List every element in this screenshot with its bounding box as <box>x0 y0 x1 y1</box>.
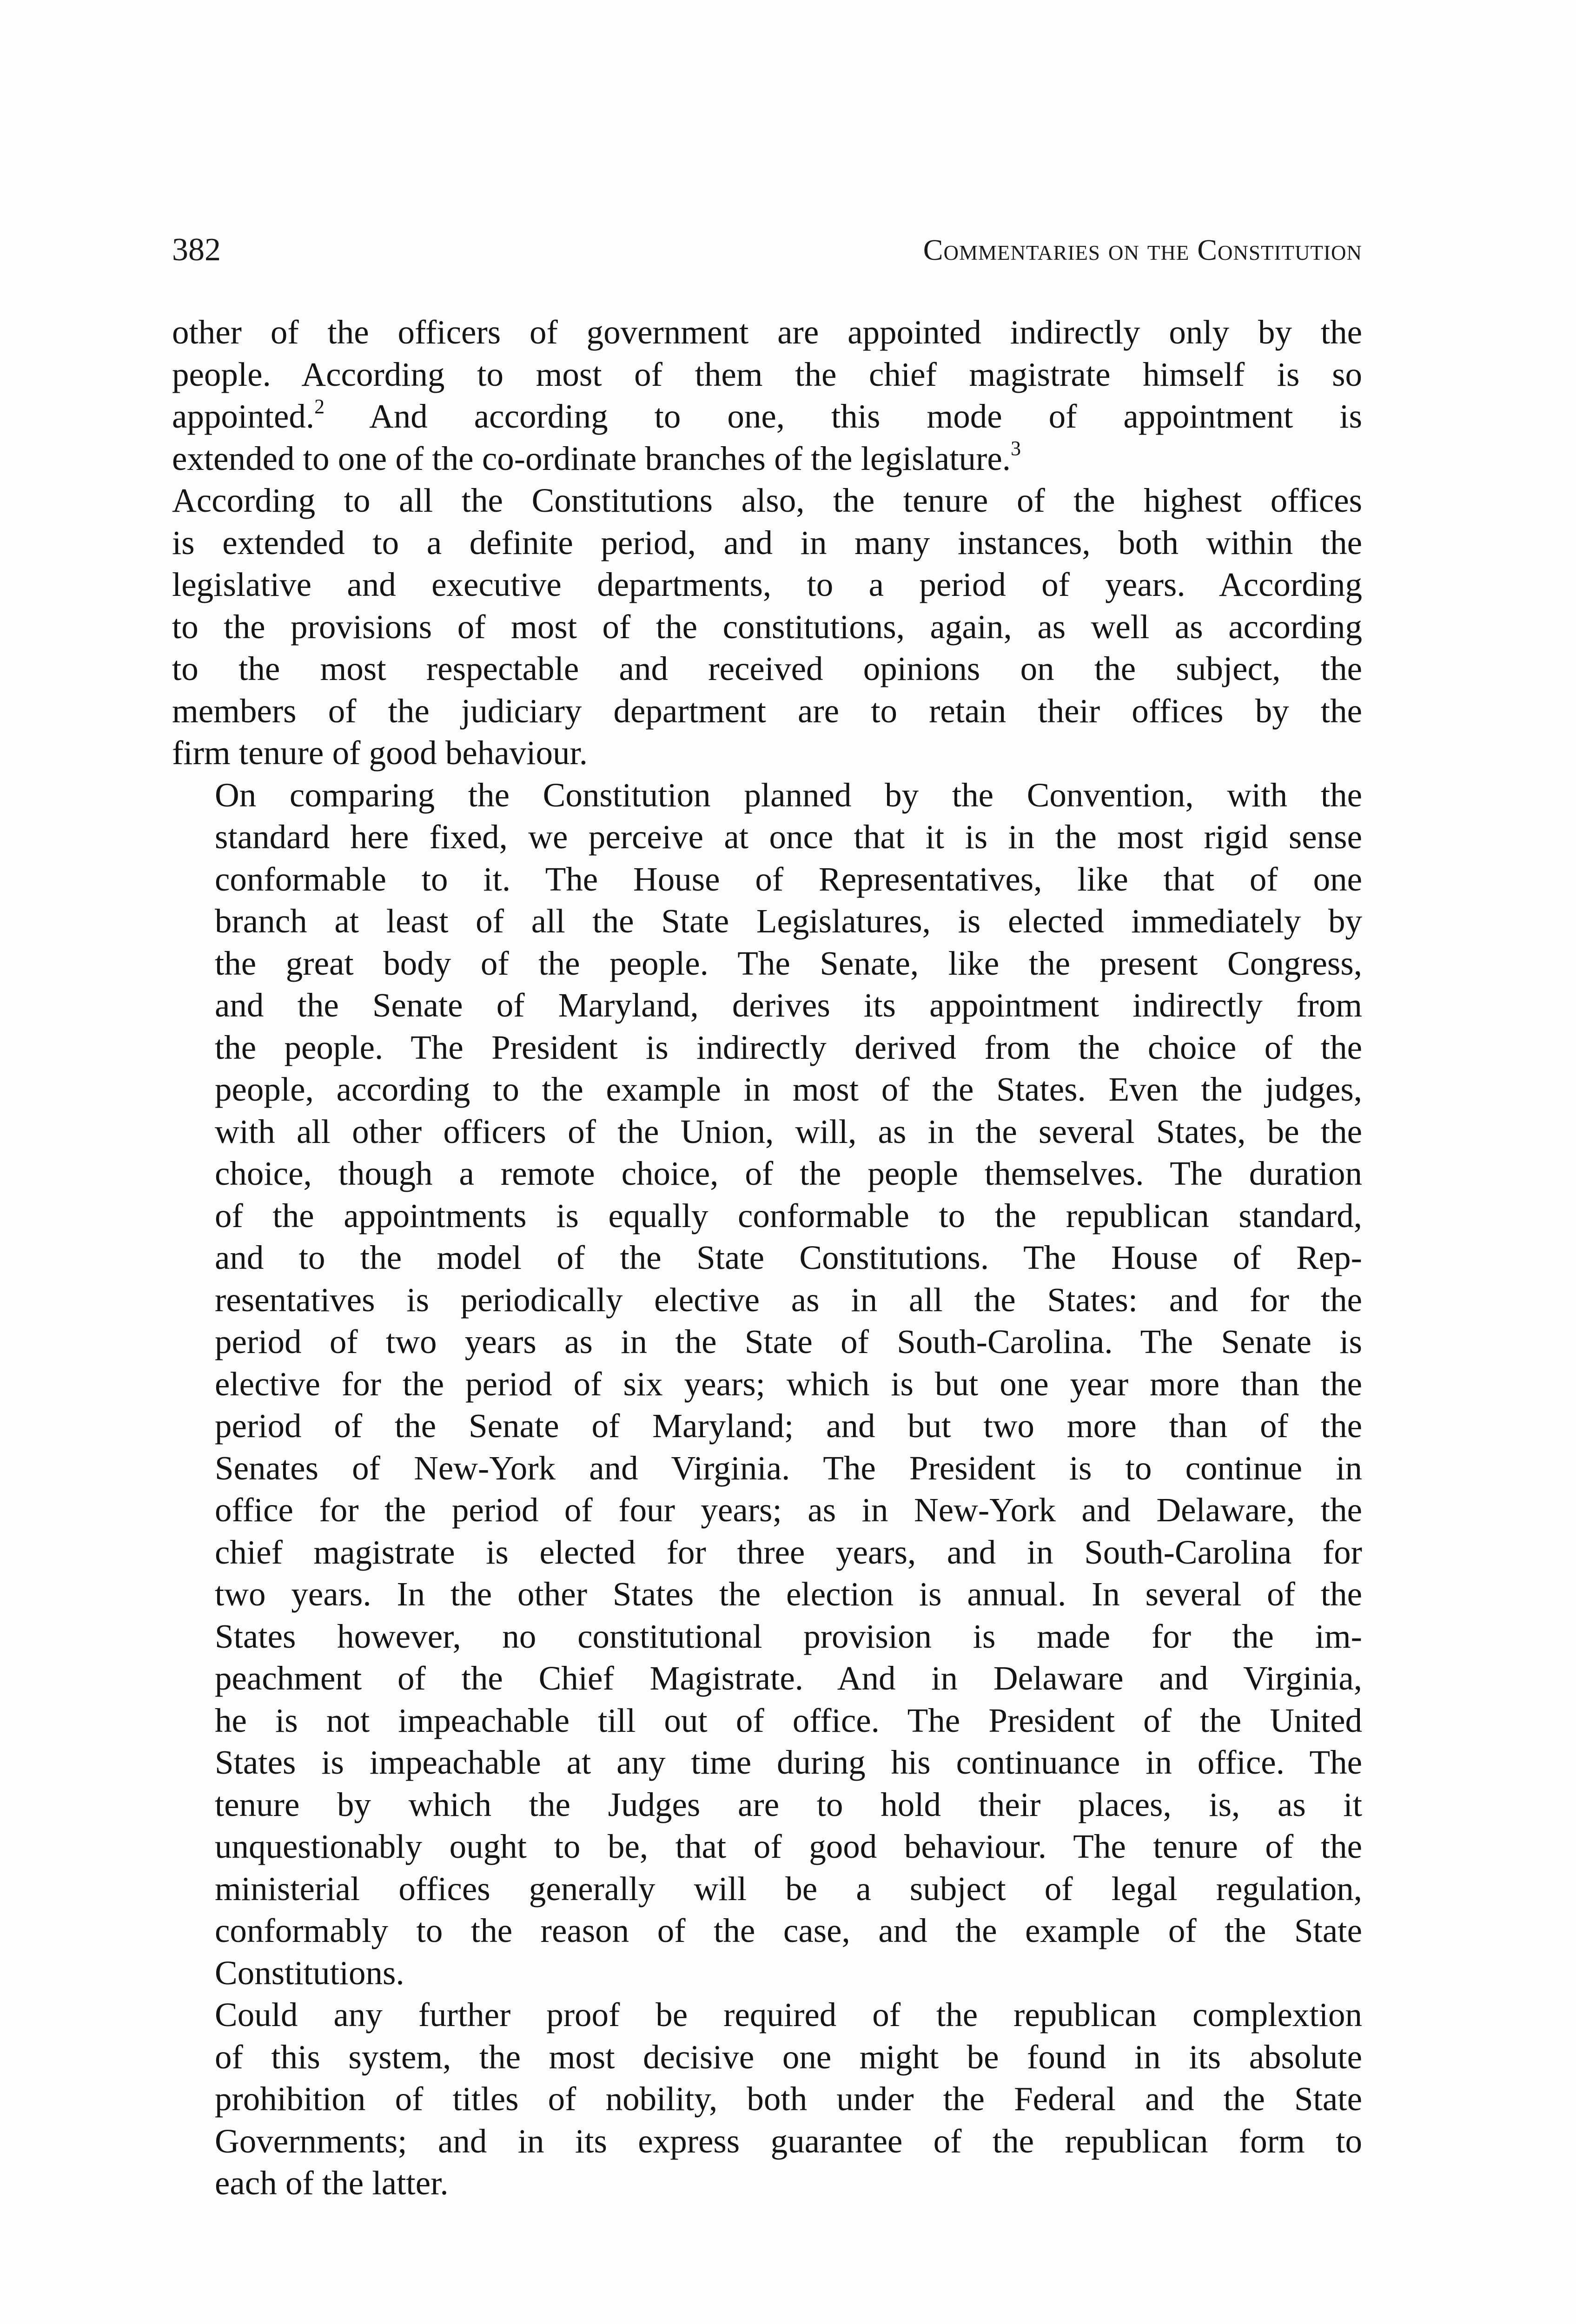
paragraph <box>172 774 1362 1994</box>
text-line: Constitutions. <box>215 1954 404 1992</box>
text-line: firm tenure of good behaviour. <box>172 734 588 772</box>
text-line: he is not impeachable till out of office. The President of the United <box>215 1701 1362 1739</box>
paragraph <box>172 311 1362 774</box>
text-line: period of two years as in the State of South-Carolina. The Senate is <box>215 1323 1362 1360</box>
text-line: office for the period of four years; as in New-York and Delaware, the <box>215 1491 1362 1529</box>
text-line: Senates of New-York and Virginia. The President is to continue in <box>215 1449 1362 1487</box>
text-line: and to the model of the State Constitutions. The House of Rep- <box>215 1239 1362 1276</box>
text-line: States is impeachable at any time during his continuance in office. The <box>215 1743 1362 1781</box>
text-line: States however, no constitutional provision is made for the im- <box>215 1617 1362 1655</box>
text-line: period of the Senate of Maryland; and but two more than of the <box>215 1407 1362 1445</box>
text-line: each of the latter. <box>215 2164 449 2202</box>
text-line: unquestionably ought to be, that of good behaviour. The tenure of the <box>215 1828 1362 1865</box>
paragraph <box>172 1994 1362 2205</box>
text-segment: appointed. <box>172 397 315 435</box>
text-line: two years. In the other States the election is annual. In several of the <box>215 1575 1362 1613</box>
text-line: members of the judiciary department are to retain their offices by the <box>172 692 1362 730</box>
text-line: people, according to the example in most of the States. Even the judges, <box>215 1070 1362 1108</box>
text-line: conformable to it. The House of Representatives, like that of one <box>215 860 1362 898</box>
text-line <box>172 438 1362 480</box>
text-segment: And according to one, this mode of appointment is <box>324 397 1362 435</box>
text-line: Could any further proof be required of the republican complextion <box>215 1996 1362 2034</box>
body-text <box>172 311 1362 2205</box>
text-line: legislative and executive departments, to a period of years. According <box>172 566 1362 603</box>
text-line: the great body of the people. The Senate, like the present Congress, <box>215 944 1362 982</box>
page-number: 382 <box>172 232 221 268</box>
text-line: people. According to most of them the chief magistrate himself is so <box>172 355 1362 393</box>
text-line: resentatives is periodically elective as in all the States: and for the <box>215 1281 1362 1319</box>
text-line: prohibition of titles of nobility, both under the Federal and the State <box>215 2080 1362 2118</box>
text-line: with all other officers of the Union, will, as in the several States, be the <box>215 1112 1362 1150</box>
text-line: to the provisions of most of the constitutions, again, as well as according <box>172 607 1362 646</box>
text-segment: extended to one of the co-ordinate branches of the legislature. <box>172 439 1011 477</box>
text-line: chief magistrate is elected for three years, and in South-Carolina for <box>215 1533 1362 1571</box>
text-line <box>172 396 1362 438</box>
text-line: conformably to the reason of the case, and the example of the State <box>215 1912 1362 1949</box>
text-line: other of the officers of government are appointed indirectly only by the <box>172 313 1362 351</box>
text-line: standard here fixed, we perceive at once that it is in the most rigid sense <box>215 818 1362 856</box>
text-line: branch at least of all the State Legislatures, is elected immediately by <box>215 902 1362 940</box>
text-line: Governments; and in its express guarantee of the republican form to <box>215 2122 1362 2160</box>
footnote-marker: 3 <box>1011 437 1021 460</box>
running-head <box>172 227 1362 273</box>
text-line: of the appointments is equally conformable to the republican standard, <box>215 1196 1362 1235</box>
text-line: and the Senate of Maryland, derives its appointment indirectly from <box>215 986 1362 1024</box>
text-line: According to all the Constitutions also, the tenure of the highest offices <box>172 482 1362 519</box>
running-title: Commentaries on the Constitution <box>923 233 1362 266</box>
text-line: elective for the period of six years; which is but one year more than the <box>215 1365 1362 1403</box>
text-line: choice, though a remote choice, of the people themselves. The duration <box>215 1155 1362 1192</box>
text-line: tenure by which the Judges are to hold their places, is, as it <box>215 1785 1362 1823</box>
text-line: ministerial offices generally will be a subject of legal regulation, <box>215 1869 1362 1908</box>
text-line: of this system, the most decisive one might be found in its absolute <box>215 2038 1362 2076</box>
footnote-marker: 2 <box>314 395 325 418</box>
text-line: peachment of the Chief Magistrate. And in Delaware and Virginia, <box>215 1659 1362 1697</box>
text-line: On comparing the Constitution planned by the Convention, with the <box>215 776 1362 814</box>
text-line: is extended to a definite period, and in many instances, both within the <box>172 523 1362 561</box>
text-line: the people. The President is indirectly derived from the choice of the <box>215 1028 1362 1066</box>
text-line: to the most respectable and received opinions on the subject, the <box>172 650 1362 687</box>
